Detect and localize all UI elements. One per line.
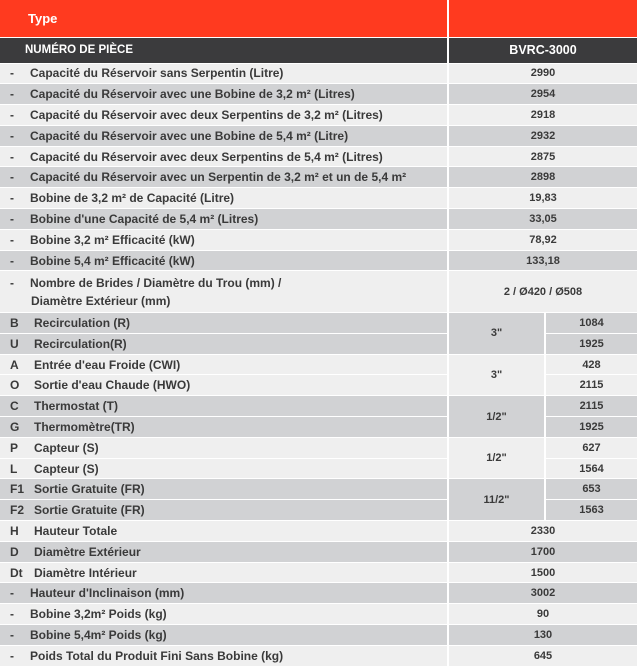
dimension-row [0, 625, 638, 646]
connection-label-cell [0, 458, 448, 479]
connection-label: Sortie Gratuite (FR) [34, 482, 145, 497]
spec-label: Capacité du Réservoir avec une Bobine de 5,4 m² (Litre) [30, 128, 349, 143]
spec-label-cell [0, 84, 448, 105]
dimension-row [0, 604, 638, 625]
spec-label-cell [0, 63, 448, 84]
spec-label-cell [0, 250, 448, 271]
spec-value: 133,18 [448, 250, 638, 271]
connection-height-value: 653 [545, 479, 638, 500]
dimension-label: Bobine 5,4m² Poids (kg) [30, 627, 167, 642]
connection-height-value: 428 [545, 354, 638, 375]
spec-label: Bobine d'une Capacité de 5,4 m² (Litres) [30, 211, 259, 226]
row-prefix: - [10, 191, 14, 206]
dimension-label-cell [0, 583, 448, 604]
dimension-label: Bobine 3,2m² Poids (kg) [30, 607, 167, 622]
connection-code: C [10, 399, 19, 414]
connection-label-cell [0, 354, 448, 375]
spec-label: Bobine 3,2 m² Efficacité (kW) [30, 232, 195, 247]
connection-row [0, 354, 638, 375]
connection-label-cell [0, 437, 448, 458]
connection-size: 3" [448, 313, 545, 355]
spec-label: Bobine de 3,2 m² de Capacité (Litre) [30, 191, 235, 206]
connection-height-value: 1563 [545, 500, 638, 521]
spec-value: 2918 [448, 105, 638, 126]
part-number-label: NUMÉRO DE PIÈCE [0, 37, 448, 63]
dimension-row [0, 521, 638, 542]
connection-label: Capteur (S) [34, 440, 99, 455]
dimension-code: - [10, 607, 14, 622]
connection-label-cell [0, 417, 448, 438]
connection-label: Sortie d'eau Chaude (HWO) [34, 378, 191, 393]
connection-code: O [10, 378, 20, 393]
spec-row [0, 84, 638, 105]
connection-label-cell [0, 333, 448, 354]
dimension-label: Diamètre Intérieur [34, 565, 137, 580]
spec-row [0, 188, 638, 209]
dimension-value: 645 [448, 645, 638, 666]
dimension-row [0, 645, 638, 666]
connection-code: A [10, 357, 19, 372]
connection-label: Thermostat (T) [34, 399, 118, 414]
connection-label-cell [0, 375, 448, 396]
connection-height-value: 1084 [545, 313, 638, 334]
spec-label: Bobine 5,4 m² Efficacité (kW) [30, 253, 195, 268]
dimension-value: 90 [448, 604, 638, 625]
spec-label: Capacité du Réservoir avec un Serpentin de 3,2 m² et un de 5,4 m² [30, 170, 407, 185]
connection-code: B [10, 315, 19, 330]
dimension-label: Poids Total du Produit Fini Sans Bobine (kg) [30, 648, 284, 663]
dimension-label-cell [0, 645, 448, 666]
dimension-code: - [10, 648, 14, 663]
flange-row [0, 271, 638, 313]
part-number-value: BVRC-3000 [448, 37, 638, 63]
dimension-label: Hauteur d'Inclinaison (mm) [30, 586, 185, 601]
spec-row [0, 229, 638, 250]
row-prefix: - [10, 275, 14, 290]
spec-value: 19,83 [448, 188, 638, 209]
spec-row [0, 250, 638, 271]
dimension-label: Diamètre Extérieur [34, 544, 141, 559]
dimension-value: 2330 [448, 521, 638, 542]
connection-height-value: 1925 [545, 417, 638, 438]
dimension-row [0, 583, 638, 604]
spec-label-cell [0, 146, 448, 167]
spec-value: 33,05 [448, 209, 638, 230]
type-value [448, 0, 638, 37]
spec-label: Capacité du Réservoir avec une Bobine de 3,2 m² (Litres) [30, 87, 355, 102]
spec-label-cell [0, 125, 448, 146]
flange-label-line2: Diamètre Extérieur (mm) [31, 293, 171, 308]
dimension-code: - [10, 586, 14, 601]
connection-row [0, 396, 638, 417]
flange-label-cell [0, 271, 448, 313]
spec-value: 2932 [448, 125, 638, 146]
connection-height-value: 2115 [545, 375, 638, 396]
connection-label-cell [0, 396, 448, 417]
connection-label: Sortie Gratuite (FR) [34, 503, 145, 518]
connection-code: G [10, 419, 20, 434]
row-prefix: - [10, 253, 14, 268]
dimension-label: Hauteur Totale [34, 523, 118, 538]
connection-label-cell [0, 479, 448, 500]
part-number-row [0, 37, 638, 63]
connection-size: 3" [448, 354, 545, 396]
connection-size: 1/2" [448, 396, 545, 438]
connection-code: P [10, 440, 19, 455]
row-prefix: - [10, 170, 14, 185]
row-prefix: - [10, 87, 14, 102]
connection-label-cell [0, 313, 448, 334]
spec-value: 78,92 [448, 229, 638, 250]
row-prefix: - [10, 107, 14, 122]
connection-height-value: 1925 [545, 333, 638, 354]
dimension-label-cell [0, 521, 448, 542]
dimension-code: H [10, 523, 19, 538]
spec-value: 2875 [448, 146, 638, 167]
dimension-value: 3002 [448, 583, 638, 604]
flange-value: 2 / Ø420 / Ø508 [448, 271, 638, 313]
spec-row [0, 167, 638, 188]
connection-label: Thermomètre(TR) [34, 419, 135, 434]
flange-label-line1: Nombre de Brides / Diamètre du Trou (mm) / [30, 275, 282, 290]
dimension-code: D [10, 544, 19, 559]
connection-label: Capteur (S) [34, 461, 99, 476]
row-prefix: - [10, 232, 14, 247]
row-prefix: - [10, 128, 14, 143]
connection-code: F1 [10, 482, 25, 497]
spec-row [0, 63, 638, 84]
dimension-row [0, 562, 638, 583]
dimension-value: 1500 [448, 562, 638, 583]
spec-label-cell [0, 167, 448, 188]
dimension-value: 1700 [448, 541, 638, 562]
connection-label: Entrée d'eau Froide (CWI) [34, 357, 181, 372]
spec-value: 2954 [448, 84, 638, 105]
connection-row [0, 479, 638, 500]
dimension-label-cell [0, 625, 448, 646]
spec-label-cell [0, 229, 448, 250]
dimension-row [0, 541, 638, 562]
type-header-row [0, 0, 638, 37]
connection-height-value: 2115 [545, 396, 638, 417]
connection-row [0, 313, 638, 334]
spec-value: 2990 [448, 63, 638, 84]
connection-height-value: 1564 [545, 458, 638, 479]
spec-row [0, 209, 638, 230]
spec-label: Capacité du Réservoir avec deux Serpentins de 3,2 m² (Litres) [30, 107, 383, 122]
connection-label-cell [0, 500, 448, 521]
spec-label-cell [0, 105, 448, 126]
connection-size: 11/2" [448, 479, 545, 521]
spec-label-cell [0, 188, 448, 209]
dimension-label-cell [0, 562, 448, 583]
connection-row [0, 437, 638, 458]
connection-code: U [10, 336, 19, 351]
connection-size: 1/2" [448, 437, 545, 479]
dimension-value: 130 [448, 625, 638, 646]
dimension-label-cell [0, 541, 448, 562]
dimension-label-cell [0, 604, 448, 625]
spec-label: Capacité du Réservoir sans Serpentin (Litre) [30, 66, 284, 81]
row-prefix: - [10, 149, 14, 164]
spec-row [0, 105, 638, 126]
spec-label-cell [0, 209, 448, 230]
connection-label: Recirculation(R) [34, 336, 127, 351]
spec-row [0, 125, 638, 146]
row-prefix: - [10, 211, 14, 226]
connection-height-value: 627 [545, 437, 638, 458]
connection-code: F2 [10, 503, 25, 518]
dimension-code: Dt [10, 565, 23, 580]
spec-row [0, 146, 638, 167]
spec-label: Capacité du Réservoir avec deux Serpentins de 5,4 m² (Litres) [30, 149, 383, 164]
spec-value: 2898 [448, 167, 638, 188]
row-prefix: - [10, 66, 14, 81]
type-label: Type [0, 0, 448, 37]
connection-code: L [10, 461, 18, 476]
dimension-code: - [10, 627, 14, 642]
connection-label: Recirculation (R) [34, 315, 131, 330]
